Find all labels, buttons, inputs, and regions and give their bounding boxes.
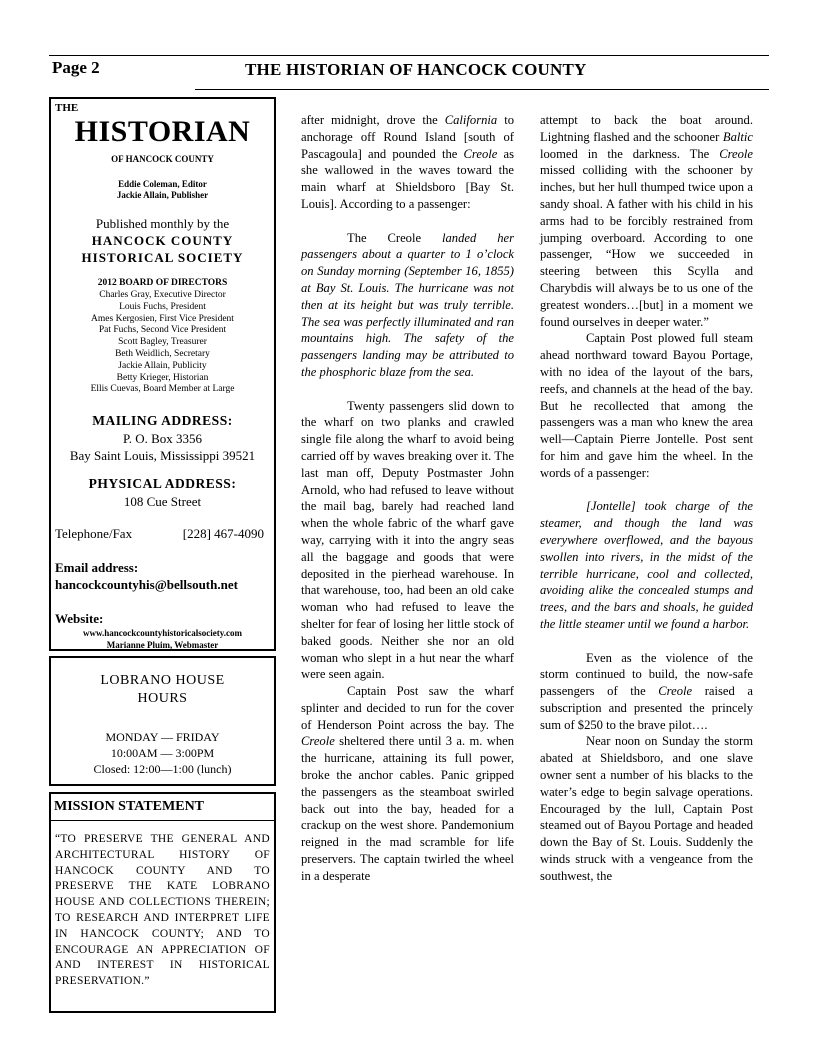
telephone-label: Telephone/Fax	[55, 526, 133, 541]
lobrano-heading-line2: HOURS	[137, 691, 188, 706]
masthead-rule	[195, 89, 769, 90]
board-member: Charles Gray, Executive Director	[99, 290, 226, 300]
published-by: Published monthly by the	[95, 216, 230, 231]
board-member: Betty Krieger, Historian	[116, 372, 209, 383]
article-text: loomed in the darkness. The	[540, 146, 720, 161]
board-member: Jackie Allain, Publicity	[118, 360, 207, 371]
lobrano-closed: Closed: 12:00—1:00 (lunch)	[93, 762, 232, 776]
mission-heading: MISSION STATEMENT	[54, 799, 205, 814]
board-member: Beth Weidlich, Secretary	[115, 348, 210, 359]
masthead-title: THE HISTORIAN OF HANCOCK COUNTY	[245, 60, 587, 79]
ship-name: Creole	[658, 684, 693, 699]
website-label: Website:	[55, 611, 104, 626]
article-text: missed colliding with the schooner by inches, but her hull thumped twice upon a sandy shoal. A father with his child in his arms had to be forcibly restrained from jumping overboard. According to one passenger, “How we succeeded in steering between this Scylla and Charybdis will always be to us one of the greatest wonders…[but] in a moment we found ourselves in deeper water.”	[540, 163, 753, 329]
article-text: as she wallowed in the waves toward the main wharf at Shieldsboro [Bay St. Louis]. According to a passenger:	[301, 146, 514, 211]
mission-divider	[51, 820, 274, 821]
article-paragraph: Captain Post plowed full steam ahead northward toward Bayou Portage, with no idea of the layout of the bars, reefs, and channels at the head of the bay. But he recollected that among the passengers was a man who knew the area well—Captain Pierre Jontelle. Post sent for him and gave him the wheel. In the words of a passenger:	[540, 331, 753, 480]
webmaster-credit: Marianne Pluim, Webmaster	[106, 640, 219, 650]
ship-name: Creole	[301, 734, 335, 749]
article-text: Captain Post saw the wharf splinter and decided to run for the cover of Henderson Point across the bay. The	[301, 684, 514, 732]
article-paragraph	[540, 112, 753, 330]
mailing-address-heading: MAILING ADDRESS:	[92, 413, 233, 428]
society-name-line1: HANCOCK COUNTY	[91, 233, 234, 248]
top-rule	[49, 55, 769, 56]
board-member: Louis Fuchs, President	[119, 301, 206, 312]
article-column-1	[301, 112, 514, 885]
ship-name: Creole	[463, 146, 498, 161]
article-quote: [Jontelle] took charge of the steamer, and though the land was everywhere overflowed, and the bayous swollen into rivers, in the midst of the terrible hurricane, cool and collected, avoiding alike the concealed stumps and trees, and the bars and shoals, he guided the little steamer until we found a harbor.	[540, 499, 753, 631]
article-text: attempt to back the boat around. Lightning flashed and the schooner	[540, 113, 753, 144]
mailing-address-line1: P. O. Box 3356	[122, 431, 203, 446]
mission-statement-box	[49, 792, 276, 1013]
email-label: Email address:	[55, 560, 139, 575]
website-link[interactable]: www.hancockcountyhistoricalsociety.com	[83, 628, 242, 638]
logo-historian: HISTORIAN	[74, 115, 251, 148]
article-column-2	[540, 112, 753, 885]
lobrano-hours: 10:00AM — 3:00PM	[110, 746, 215, 760]
article-text: to anchorage off Round Island [south of Pascagoula] and pounded the	[301, 113, 514, 161]
board-member: Pat Fuchs, Second Vice President	[98, 325, 227, 336]
article-text: sheltered there until 3 a. m. when the hurricane, attaining its full power, broke the anchor cables. Panic gripped the passengers as the steamboat swirled back out into the bay, headed for a crackup on the west shore. Pandemonium reigned in the mad scramble for life preservers. The captain twirled the wheel in a desperate	[301, 734, 514, 883]
article-paragraph: Twenty passengers slid down to the wharf on two planks and crawled single file along the wharf to avoid being carried off by waves breaking over it. The last man off, Deputy Postmaster John Arnold, who had refused to leave without the mail bag, barely had reached land when the whole fabric of the wharf gave way, carrying with it into the angry seas all the baggage and goods that were deposited in the pierhead warehouse. In that warehouse, too, had been an old cake woman who had refused to leave the shelter for fear of losing her little stock of baked goods. Neither she nor an old woman who slept in a hut near the wharf were seen again.	[301, 398, 514, 682]
editor-credit: Eddie Coleman, Editor	[118, 179, 207, 189]
logo-subtitle: OF HANCOCK COUNTY	[111, 154, 214, 164]
board-member: Ames Kergosien, First Vice President	[91, 313, 234, 324]
lobrano-heading-line1: LOBRANO HOUSE	[100, 673, 225, 688]
ship-name: Baltic	[722, 129, 753, 144]
society-name-line2: HISTORICAL SOCIETY	[81, 250, 244, 265]
publisher-credit: Jackie Allain, Publisher	[116, 190, 209, 200]
article-paragraph	[301, 112, 514, 213]
quote-text: landed her passengers about a quarter to 1 o’clock on Sunday morning (September 16, 1855) at Bay St. Louis. The hurricane was not then at its height but was truly terrible. The sea was perfectly illuminated and ran mountains high. The safety of the passengers landing may be attributed to the phosphoric blaze from the sea.	[301, 230, 514, 379]
email-link[interactable]: hancockcountyhis@bellsouth.net	[55, 577, 238, 592]
telephone-value: [228] 467-4090	[182, 526, 264, 541]
mailing-address-line2: Bay Saint Louis, Mississippi 39521	[69, 448, 256, 463]
mission-text: “TO PRESERVE THE GENERAL AND ARCHITECTURAL HISTORY OF HANCOCK COUNTY AND TO PRESERVE THE KATE LOBRANO HOUSE AND COLLECTIONS THEREIN; TO RESEARCH AND INTERPRET LIFE IN HANCOCK COUNTY; AND TO ENCOURAGE AN APPRECIATION OF AND INTEREST IN HISTORICAL PRESERVATION.”	[55, 833, 270, 988]
physical-address-line1: 108 Cue Street	[123, 494, 202, 509]
lobrano-heading	[51, 672, 274, 708]
board-member: Ellis Cuevas, Board Member at Large	[90, 384, 235, 395]
logo-the: THE	[55, 102, 79, 114]
article-paragraph: Near noon on Sunday the storm abated at Shieldsboro, and one slave owner sent a number of his blacks to the water’s edge to begin salvage operations. Encouraged by the lull, Captain Post steamed out of Bayou Portage and headed down the Bay of St. Louis. Suddenly the winds struck with a vengeance from the southwest, the	[540, 734, 753, 883]
sidebar-info-box	[49, 97, 276, 651]
board-heading: 2012 BOARD OF DIRECTORS	[97, 278, 228, 288]
article-text: after midnight, drove the	[301, 113, 445, 127]
article-text: raised a subscription and presented the princely sum of $250 to the brave pilot….	[540, 684, 753, 732]
physical-address-heading: PHYSICAL ADDRESS:	[88, 476, 237, 491]
quote-text: The Creole	[347, 230, 422, 245]
ship-name: California	[444, 113, 498, 127]
article-paragraph	[540, 650, 753, 734]
board-list	[51, 290, 274, 396]
article-text: Even as the violence of the storm continued to build, the now-safe passengers of the	[540, 650, 753, 699]
lobrano-hours-box	[49, 656, 276, 786]
page-number: Page 2	[52, 58, 100, 77]
article-paragraph	[301, 683, 514, 885]
board-member: Scott Bagley, Treasurer	[118, 337, 207, 348]
article-quote	[301, 230, 514, 381]
ship-name: Creole	[719, 146, 753, 161]
lobrano-days: MONDAY — FRIDAY	[105, 730, 220, 744]
